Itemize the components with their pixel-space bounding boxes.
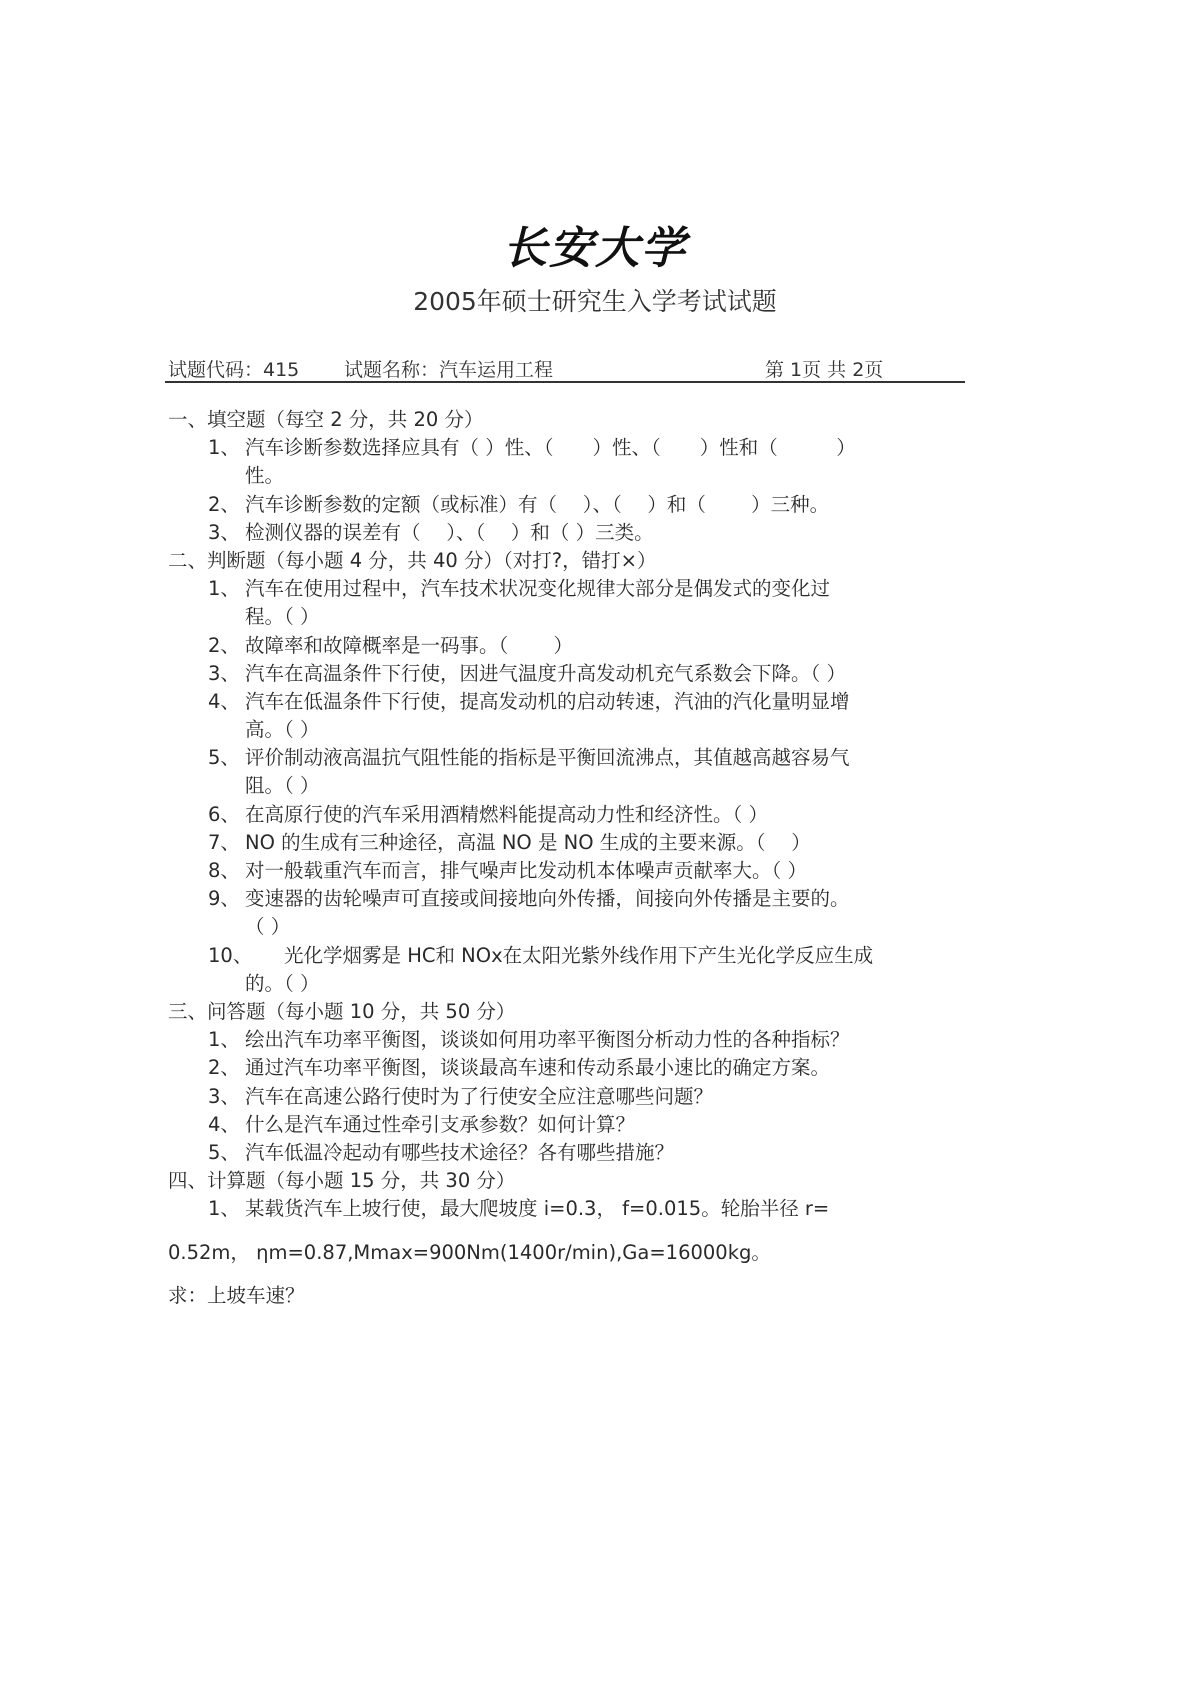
question-text: 检测仪器的误差有（ ）、（ ）和（ ）三类。 bbox=[245, 520, 654, 544]
question-item bbox=[168, 491, 968, 519]
question-item bbox=[168, 688, 968, 716]
page-indicator: 第 1页 共 2页 bbox=[765, 359, 884, 381]
question-number: 2、 bbox=[208, 1056, 240, 1080]
question-text: 的。（ ） bbox=[245, 971, 320, 995]
question-continuation bbox=[168, 913, 968, 941]
question-text: 汽车在高温条件下行使，因进气温度升高发动机充气系数会下降。（ ） bbox=[245, 661, 846, 685]
question-text: 汽车在低温条件下行使，提高发动机的启动转速，汽油的汽化量明显增 bbox=[245, 689, 850, 713]
question-item bbox=[168, 434, 968, 462]
question-text: NO 的生成有三种途径，高温 NO 是 NO 生成的主要来源。（ ） bbox=[245, 830, 811, 854]
question-number: 7、 bbox=[208, 830, 240, 854]
section-title: 二、判断题（每小题 4 分，共 40 分）（对打?，错打×） bbox=[168, 548, 657, 572]
exam-body bbox=[168, 406, 968, 1310]
question-text: 绘出汽车功率平衡图，谈谈如何用功率平衡图分析动力性的各种指标？ bbox=[245, 1028, 850, 1052]
question-number: 9、 bbox=[208, 887, 240, 911]
question-item bbox=[168, 744, 968, 772]
question-number: 2、 bbox=[208, 492, 240, 516]
question-text: 汽车低温冷起动有哪些技术途径？各有哪些措施？ bbox=[245, 1140, 675, 1164]
question-text: 汽车诊断参数选择应具有（ ）性、（ ）性、（ ）性和（ ） bbox=[245, 436, 856, 460]
question-continuation bbox=[168, 716, 968, 744]
question-text: 阻。（ ） bbox=[245, 774, 320, 798]
question-text: 汽车诊断参数的定额（或标准）有（ ）、（ ）和（ ）三种。 bbox=[245, 492, 830, 516]
question-text: （ ） bbox=[245, 915, 291, 939]
university-logo: 长安大学 bbox=[503, 223, 687, 274]
question-item bbox=[168, 519, 968, 547]
question-text: 汽车在使用过程中，汽车技术状况变化规律大部分是偶发式的变化过 bbox=[245, 577, 831, 601]
question-text: 性。 bbox=[245, 464, 285, 488]
question-text: 评价制动液高温抗气阻性能的指标是平衡回流沸点，其值越高越容易气 bbox=[245, 746, 850, 770]
question-text: 高。（ ） bbox=[245, 718, 320, 742]
question-number: 5、 bbox=[208, 746, 240, 770]
question-number: 1、 bbox=[208, 577, 240, 601]
question-text: 对一般载重汽车而言，排气噪声比发动机本体噪声贡献率大。（ ） bbox=[245, 859, 807, 882]
calc-question: 求：上坡车速？ bbox=[168, 1283, 305, 1307]
exam-code: 试题代码：415 bbox=[168, 359, 300, 381]
question-number: 6、 bbox=[208, 802, 240, 826]
question-text: 光化学烟雾是 HC和 NOx在太阳光紫外线作用下产生光化学反应生成 bbox=[284, 943, 874, 967]
question-text: 程。（ ） bbox=[245, 605, 320, 629]
question-item bbox=[168, 885, 968, 913]
question-number: 3、 bbox=[208, 520, 240, 544]
question-item bbox=[168, 575, 968, 603]
question-item bbox=[168, 1083, 968, 1111]
question-text: 什么是汽车通过性牵引支承参数？如何计算？ bbox=[245, 1112, 636, 1136]
question-number: 3、 bbox=[208, 661, 240, 685]
question-number: 4、 bbox=[208, 689, 240, 713]
question-item bbox=[168, 632, 968, 660]
question-text: 故障率和故障概率是一码事。（ ） bbox=[245, 633, 573, 657]
question-continuation bbox=[168, 970, 968, 998]
question-number: 1、 bbox=[208, 436, 240, 460]
question-continuation bbox=[168, 462, 968, 490]
question-item bbox=[168, 1195, 968, 1223]
exam-name: 试题名称：汽车运用工程 bbox=[344, 359, 554, 381]
section-title: 四、计算题（每小题 15 分，共 30 分） bbox=[168, 1169, 516, 1193]
question-item bbox=[168, 1026, 968, 1054]
question-item bbox=[168, 1111, 968, 1139]
question-item bbox=[168, 1054, 968, 1082]
question-text: 在高原行使的汽车采用酒精燃料能提高动力性和经济性。（ ） bbox=[245, 802, 768, 826]
section-title: 三、问答题（每小题 10 分，共 50 分） bbox=[168, 999, 516, 1023]
question-continuation bbox=[168, 603, 968, 631]
question-continuation bbox=[168, 772, 968, 800]
question-number: 8、 bbox=[208, 859, 240, 882]
question-item bbox=[168, 942, 968, 970]
question-item bbox=[168, 857, 968, 885]
question-number: 1、 bbox=[208, 1197, 240, 1221]
question-number: 10、 bbox=[208, 943, 253, 967]
exam-title: 2005年硕士研究生入学考试试题 bbox=[413, 287, 777, 316]
question-item bbox=[168, 829, 968, 857]
question-text: 通过汽车功率平衡图，谈谈最高车速和传动系最小速比的确定方案。 bbox=[245, 1056, 831, 1080]
question-number: 5、 bbox=[208, 1140, 240, 1164]
section-title: 一、填空题（每空 2 分，共 20 分） bbox=[168, 408, 484, 431]
question-number: 2、 bbox=[208, 633, 240, 657]
question-text: 变速器的齿轮噪声可直接或间接地向外传播，间接向外传播是主要的。 bbox=[245, 887, 850, 911]
header-divider bbox=[165, 381, 965, 383]
calc-parameters: 0.52m， ηm=0.87,Mmax=900Nm(1400r/min),Ga=16000kg。 bbox=[168, 1241, 771, 1265]
question-item bbox=[168, 660, 968, 688]
question-number: 4、 bbox=[208, 1112, 240, 1136]
question-text: 汽车在高速公路行使时为了行使安全应注意哪些问题？ bbox=[245, 1084, 714, 1108]
question-number: 1、 bbox=[208, 1028, 240, 1052]
question-text: 某载货汽车上坡行使，最大爬坡度 i=0.3， f=0.015。轮胎半径 r= bbox=[245, 1197, 830, 1221]
question-number: 3、 bbox=[208, 1084, 240, 1108]
question-item bbox=[168, 801, 968, 829]
question-item bbox=[168, 1139, 968, 1167]
